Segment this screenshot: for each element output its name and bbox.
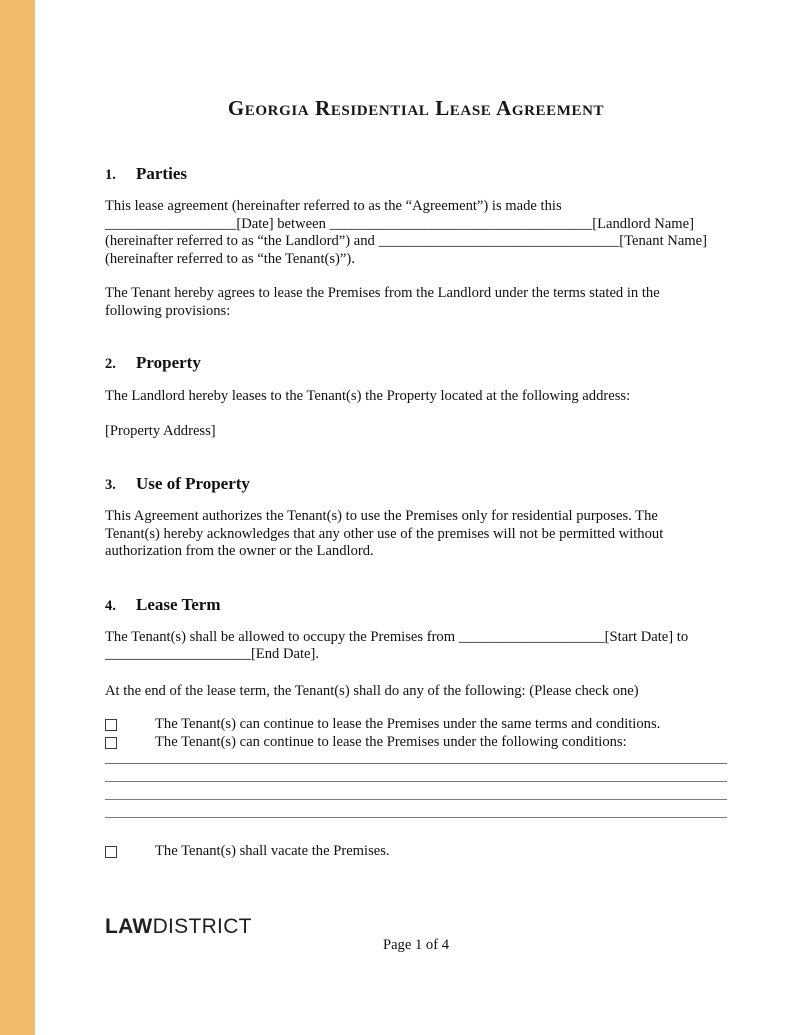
option-vacate — [105, 843, 727, 861]
section-heading-property — [105, 353, 727, 374]
lease-term-paragraph-1 — [105, 629, 727, 664]
lawdistrict-logo — [105, 916, 252, 938]
checkbox[interactable] — [105, 737, 117, 749]
paragraph-line: The Landlord hereby leases to the Tenant(s) the Property located at the following address: — [105, 388, 631, 404]
blank-line — [105, 799, 727, 817]
section-number: 1. — [105, 167, 116, 183]
paragraph-line: authorization from the owner or the Landlord. — [105, 543, 374, 559]
section-title: Property — [136, 353, 201, 372]
paragraph-line: This Agreement authorizes the Tenant(s) to use the Premises only for residential purposes. The — [105, 508, 658, 524]
logo-text-bold: LAW — [105, 914, 153, 938]
section-number: 3. — [105, 477, 116, 493]
property-address-placeholder — [105, 423, 727, 441]
parties-paragraph-1 — [105, 198, 727, 268]
section-title: Parties — [136, 164, 187, 183]
paragraph-line: (hereinafter referred to as “the Landlord”) and _________________________________[Tenant Name] — [105, 233, 707, 249]
paragraph-line: (hereinafter referred to as “the Tenant(s)”). — [105, 250, 355, 267]
paragraph-line: The Tenant hereby agrees to lease the Premises from the Landlord under the terms stated in the — [105, 285, 660, 301]
left-accent-stripe — [0, 0, 35, 1035]
property-paragraph — [105, 388, 727, 406]
document-page — [35, 0, 800, 1035]
section-number: 2. — [105, 356, 116, 372]
vacate-option-row — [105, 843, 727, 861]
option-continue-same-terms — [105, 716, 727, 734]
conditions-write-in-area — [105, 763, 727, 835]
page-number: Page 1 of 4 — [382, 936, 450, 953]
logo-text-light: DISTRICT — [152, 914, 252, 938]
section-number: 4. — [105, 597, 116, 614]
parties-paragraph-2 — [105, 285, 727, 320]
use-of-property-paragraph — [105, 508, 727, 561]
blank-line — [105, 763, 727, 781]
lease-end-options — [105, 716, 727, 751]
paragraph-line: ____________________[End Date]. — [105, 646, 320, 662]
section-title: Use of Property — [136, 474, 250, 493]
document-title: Georgia Residential Lease Agreement — [227, 96, 605, 120]
page-footer — [105, 916, 727, 976]
paragraph-line: At the end of the lease term, the Tenant(s) shall do any of the following: (Please check one) — [105, 682, 639, 699]
lease-term-paragraph-2 — [105, 683, 727, 701]
option-continue-new-conditions — [105, 734, 727, 752]
checkbox[interactable] — [105, 719, 117, 731]
section-heading-parties — [105, 164, 727, 185]
blank-line — [105, 817, 727, 835]
section-heading-use-of-property — [105, 474, 727, 495]
section-title: Lease Term — [136, 594, 221, 614]
paragraph-line: The Tenant(s) shall be allowed to occupy the Premises from ____________________[Start Date] to — [105, 628, 689, 645]
paragraph-line: Tenant(s) hereby acknowledges that any other use of the premises will not be permitted without — [105, 525, 664, 542]
paragraph-line: This lease agreement (hereinafter referred to as the “Agreement”) is made this — [105, 198, 562, 214]
checkbox-label: The Tenant(s) can continue to lease the Premises under the same terms and conditions. — [155, 716, 661, 732]
section-heading-lease-term — [105, 595, 727, 616]
checkbox-label: The Tenant(s) shall vacate the Premises. — [155, 843, 390, 859]
blank-line — [105, 781, 727, 799]
checkbox[interactable] — [105, 846, 117, 858]
paragraph-line: following provisions: — [105, 302, 231, 319]
paragraph-line: __________________[Date] between ____________________________________[Landlord Name] — [105, 215, 694, 232]
checkbox-label: The Tenant(s) can continue to lease the Premises under the following conditions: — [155, 733, 627, 750]
paragraph-line: [Property Address] — [105, 422, 216, 439]
